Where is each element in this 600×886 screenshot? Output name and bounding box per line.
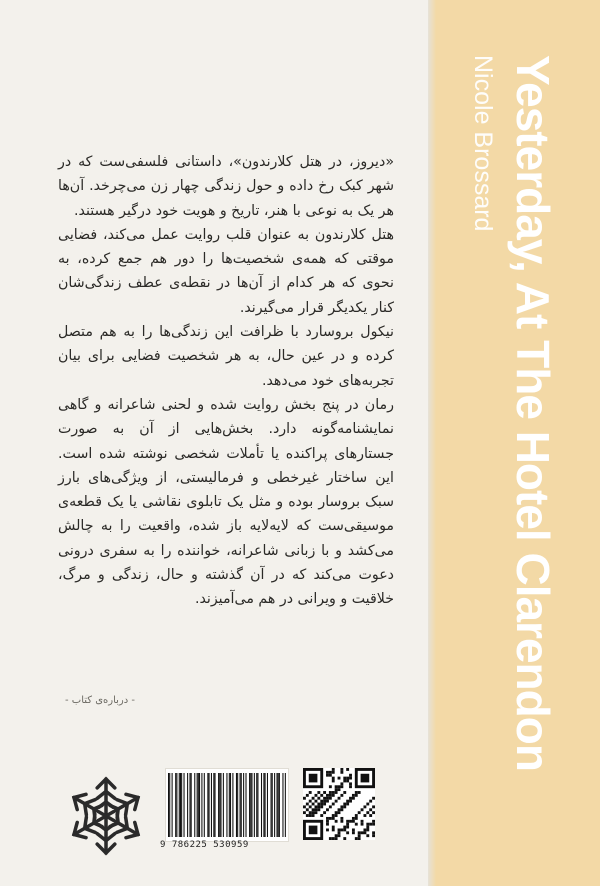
qr-module: [338, 777, 341, 780]
barcode-bar: [240, 773, 241, 837]
qr-module: [335, 785, 338, 788]
qr-module: [320, 814, 323, 817]
barcode-bar: [274, 773, 275, 837]
qr-module: [358, 791, 361, 794]
barcode-bar: [211, 773, 212, 837]
barcode-bar: [218, 773, 219, 837]
qr-module: [338, 828, 341, 831]
barcode-bar: [278, 773, 279, 837]
qr-module: [303, 805, 306, 808]
qr-module: [323, 797, 326, 800]
qr-module: [369, 808, 372, 811]
qr-module: [315, 794, 318, 797]
barcode-bar: [271, 773, 272, 837]
barcode-bar: [265, 773, 266, 837]
qr-module: [332, 791, 335, 794]
qr-module: [317, 805, 320, 808]
snowflake-logo-icon: [62, 772, 150, 860]
description-paragraph: «دیروز، در هتل کلارندون»، داستانی فلسفی‌ست که در شهر کبک رخ داده و حول زندگی چهار زن می‌چرخد. آن‌ها هر یک به نوعی با هنر، تاریخ و هویت خود درگیر هستند.: [58, 154, 394, 219]
qr-module: [338, 808, 341, 811]
barcode-bar: [251, 773, 252, 837]
qr-module: [317, 808, 320, 811]
qr-module: [355, 814, 358, 817]
qr-module: [323, 800, 326, 803]
barcode-bar: [223, 773, 224, 837]
qr-module: [343, 791, 346, 794]
qr-module: [340, 805, 343, 808]
qr-module: [306, 814, 309, 817]
barcode-bar: [245, 773, 246, 837]
qr-module: [372, 797, 375, 800]
qr-module: [346, 823, 349, 826]
barcode-bar: [236, 773, 237, 837]
barcode-bar: [214, 773, 215, 837]
qr-module: [332, 828, 335, 831]
qr-module: [335, 814, 338, 817]
qr-module: [343, 780, 346, 783]
qr-module: [335, 788, 338, 791]
qr-module: [372, 823, 375, 826]
barcode-bar: [189, 773, 190, 837]
barcode-bar: [272, 773, 273, 837]
qr-module: [346, 780, 349, 783]
qr-module: [332, 826, 335, 829]
qr-module: [349, 774, 352, 777]
qr-module: [315, 805, 318, 808]
qr-module: [363, 831, 366, 834]
barcode-bar: [249, 773, 250, 837]
qr-module: [355, 823, 358, 826]
qr-module: [346, 800, 349, 803]
barcode-bar: [267, 773, 268, 837]
qr-module: [332, 803, 335, 806]
qr-module: [309, 811, 312, 814]
qr-module: [326, 808, 329, 811]
barcode-bar: [276, 773, 277, 837]
barcode-bar: [261, 773, 262, 837]
barcode-bar: [282, 773, 283, 837]
barcode-bar: [198, 773, 199, 837]
barcode-bar: [279, 773, 280, 837]
qr-module: [358, 837, 361, 840]
barcode-bar: [204, 773, 205, 837]
qr-module: [352, 794, 355, 797]
qr-module: [352, 831, 355, 834]
qr-module: [340, 808, 343, 811]
qr-module: [363, 828, 366, 831]
qr-module: [358, 831, 361, 834]
qr-module: [366, 828, 369, 831]
qr-module: [372, 834, 375, 837]
qr-finder: [309, 774, 318, 783]
isbn-digits: 9 786225 530959: [160, 840, 249, 850]
barcode-bar: [180, 773, 181, 837]
qr-module: [317, 797, 320, 800]
qr-module: [340, 782, 343, 785]
qr-module: [355, 817, 358, 820]
qr-module: [312, 803, 315, 806]
qr-module: [326, 800, 329, 803]
qr-module: [335, 800, 338, 803]
qr-module: [309, 800, 312, 803]
barcode-bar: [168, 773, 169, 837]
qr-module: [363, 805, 366, 808]
book-description: [58, 150, 394, 612]
barcode-bar: [175, 773, 176, 837]
qr-module: [332, 777, 335, 780]
qr-finder: [309, 826, 318, 835]
qr-module: [317, 803, 320, 806]
barcode-bar: [199, 773, 200, 837]
qr-module: [335, 837, 338, 840]
qr-module: [366, 811, 369, 814]
qr-module: [369, 814, 372, 817]
qr-module: [372, 805, 375, 808]
qr-module: [343, 837, 346, 840]
barcode-bar: [229, 773, 230, 837]
barcode-bar: [181, 773, 182, 837]
qr-module: [358, 834, 361, 837]
qr-module: [338, 834, 341, 837]
qr-module: [326, 771, 329, 774]
qr-module: [352, 817, 355, 820]
barcode-bar: [183, 773, 184, 837]
qr-module: [346, 768, 349, 771]
qr-module: [329, 771, 332, 774]
qr-module: [335, 834, 338, 837]
barcode-bar: [250, 773, 251, 837]
qr-module: [320, 800, 323, 803]
barcode-bar: [197, 773, 198, 837]
barcode-bar: [241, 773, 242, 837]
qr-module: [312, 814, 315, 817]
qr-module: [372, 831, 375, 834]
qr-module: [340, 828, 343, 831]
barcode-bar: [232, 773, 233, 837]
qr-module: [332, 771, 335, 774]
barcode-bar: [243, 773, 244, 837]
qr-module: [366, 803, 369, 806]
qr-module: [312, 808, 315, 811]
qr-module: [352, 797, 355, 800]
qr-module: [332, 817, 335, 820]
qr-module: [329, 817, 332, 820]
qr-module: [326, 794, 329, 797]
spine-author: Nicole Brossard: [469, 55, 497, 232]
qr-module: [338, 785, 341, 788]
barcode-icon: [165, 768, 289, 842]
qr-module: [340, 771, 343, 774]
qr-module: [303, 797, 306, 800]
qr-module: [338, 831, 341, 834]
qr-module: [332, 768, 335, 771]
qr-module: [343, 826, 346, 829]
qr-module: [335, 820, 338, 823]
qr-module: [309, 814, 312, 817]
qr-module: [346, 831, 349, 834]
qr-module: [349, 777, 352, 780]
qr-module: [332, 780, 335, 783]
qr-module: [340, 785, 343, 788]
qr-module: [306, 808, 309, 811]
qr-module: [306, 803, 309, 806]
qr-module: [369, 800, 372, 803]
qr-module: [340, 794, 343, 797]
qr-module: [323, 803, 326, 806]
barcode-bar: [237, 773, 238, 837]
barcode-bar: [230, 773, 231, 837]
qr-module: [335, 791, 338, 794]
qr-module: [326, 797, 329, 800]
barcode-bar: [194, 773, 195, 837]
qr-module: [369, 823, 372, 826]
qr-module: [343, 803, 346, 806]
barcode-bar: [207, 773, 208, 837]
qr-module: [355, 791, 358, 794]
barcode-bar: [201, 773, 202, 837]
qr-module: [332, 837, 335, 840]
barcode-bar: [219, 773, 220, 837]
barcode-bar: [187, 773, 188, 837]
qr-module: [323, 811, 326, 814]
qr-module: [329, 837, 332, 840]
barcode-bar: [256, 773, 257, 837]
qr-module: [340, 817, 343, 820]
qr-module: [335, 811, 338, 814]
qr-module: [317, 791, 320, 794]
barcode-bar: [226, 773, 227, 837]
qr-module: [352, 828, 355, 831]
qr-module: [303, 811, 306, 814]
qr-module: [320, 794, 323, 797]
qr-module: [349, 782, 352, 785]
qr-module: [338, 788, 341, 791]
qr-module: [332, 794, 335, 797]
qr-module: [329, 794, 332, 797]
barcode-bar: [176, 773, 177, 837]
qr-module: [355, 794, 358, 797]
qr-module: [329, 805, 332, 808]
qr-module: [372, 820, 375, 823]
qr-module: [349, 785, 352, 788]
qr-module: [338, 797, 341, 800]
qr-module: [329, 785, 332, 788]
description-paragraph: نیکول بروسارد با ظرافت این زندگی‌ها را به هم متصل کرده و در عین حال، به هر شخصیت فضایی برای بیان تجربه‌های خود می‌دهد.: [58, 324, 394, 389]
qr-module: [352, 820, 355, 823]
qr-module: [363, 814, 366, 817]
qr-module: [309, 805, 312, 808]
qr-module: [312, 811, 315, 814]
description-paragraph: رمان در پنج بخش روایت شده و لحنی شاعرانه و گاهی نمایشنامه‌گونه دارد. بخش‌هایی از آن به صورت جستارهای پراکنده یا تأملات شخصی نوشته شده است. این ساختار غیرخطی و فرمالیستی، از ویژگی‌های بارز سبک بروسار بوده و مثل یک تابلوی نقاشی یا یک قطعه‌ی موسیقی‌ست که لایه‌لایه باز شده، واقعیت را به چالش می‌کشد و با زبانی شاعرانه، خواننده را به سفری درونی دعوت می‌کند که در آن گذشته و حال، زندگی و مرگ، خلاقیت و ویرانی در هم می‌آمیزند.: [58, 396, 394, 608]
qr-module: [346, 803, 349, 806]
qr-module: [323, 791, 326, 794]
barcode-bar: [254, 773, 255, 837]
qr-module: [326, 828, 329, 831]
qr-module: [361, 831, 364, 834]
qr-module: [320, 805, 323, 808]
barcode-bar: [172, 773, 173, 837]
qr-module: [340, 768, 343, 771]
qr-module: [338, 811, 341, 814]
qr-module: [349, 820, 352, 823]
qr-module: [355, 837, 358, 840]
qr-module: [361, 823, 364, 826]
qr-module: [361, 820, 364, 823]
qr-module: [346, 826, 349, 829]
qr-module: [306, 794, 309, 797]
spine-title: Yesterday, At The Hotel Clarendon: [507, 55, 559, 771]
qr-module: [349, 797, 352, 800]
qr-module: [343, 805, 346, 808]
qr-module: [315, 808, 318, 811]
qr-module: [329, 791, 332, 794]
barcode-bar: [179, 773, 180, 837]
qr-module: [326, 817, 329, 820]
barcode-bar: [213, 773, 214, 837]
qr-module: [343, 777, 346, 780]
qr-finder: [361, 774, 370, 783]
qr-module: [329, 774, 332, 777]
barcode-bar: [285, 773, 286, 837]
qr-module: [340, 820, 343, 823]
qr-module: [315, 800, 318, 803]
qr-module: [343, 828, 346, 831]
barcode-bar: [191, 773, 192, 837]
qr-module: [332, 814, 335, 817]
barcode-bar: [257, 773, 258, 837]
qr-module: [366, 823, 369, 826]
qr-module: [326, 820, 329, 823]
qr-module: [346, 820, 349, 823]
barcode-bar: [263, 773, 264, 837]
about-book-label: - درباره‌ی کتاب -: [65, 695, 135, 706]
qr-module: [326, 823, 329, 826]
qr-module: [315, 811, 318, 814]
barcode-bar: [209, 773, 210, 837]
description-paragraph: هتل کلارندون به عنوان قلب روایت عمل می‌کند، فضایی موقتی که همه‌ی شخصیت‌ها را دور هم جمع کرده، به نحوی که هر کدام از آن‌ها در نقطه‌ی عطف زندگی‌شان کنار یکدیگر قرار می‌گیرند.: [58, 226, 394, 316]
barcode-bar: [220, 773, 221, 837]
qr-module: [312, 797, 315, 800]
qr-module: [349, 800, 352, 803]
qr-module: [366, 826, 369, 829]
qr-module: [329, 797, 332, 800]
qr-module: [309, 791, 312, 794]
qr-module: [346, 777, 349, 780]
qr-code-icon: [303, 768, 375, 840]
qr-module: [326, 774, 329, 777]
barcode-bar: [169, 773, 170, 837]
qr-module: [366, 834, 369, 837]
qr-module: [358, 811, 361, 814]
qr-module: [361, 808, 364, 811]
qr-module: [320, 803, 323, 806]
qr-module: [372, 811, 375, 814]
